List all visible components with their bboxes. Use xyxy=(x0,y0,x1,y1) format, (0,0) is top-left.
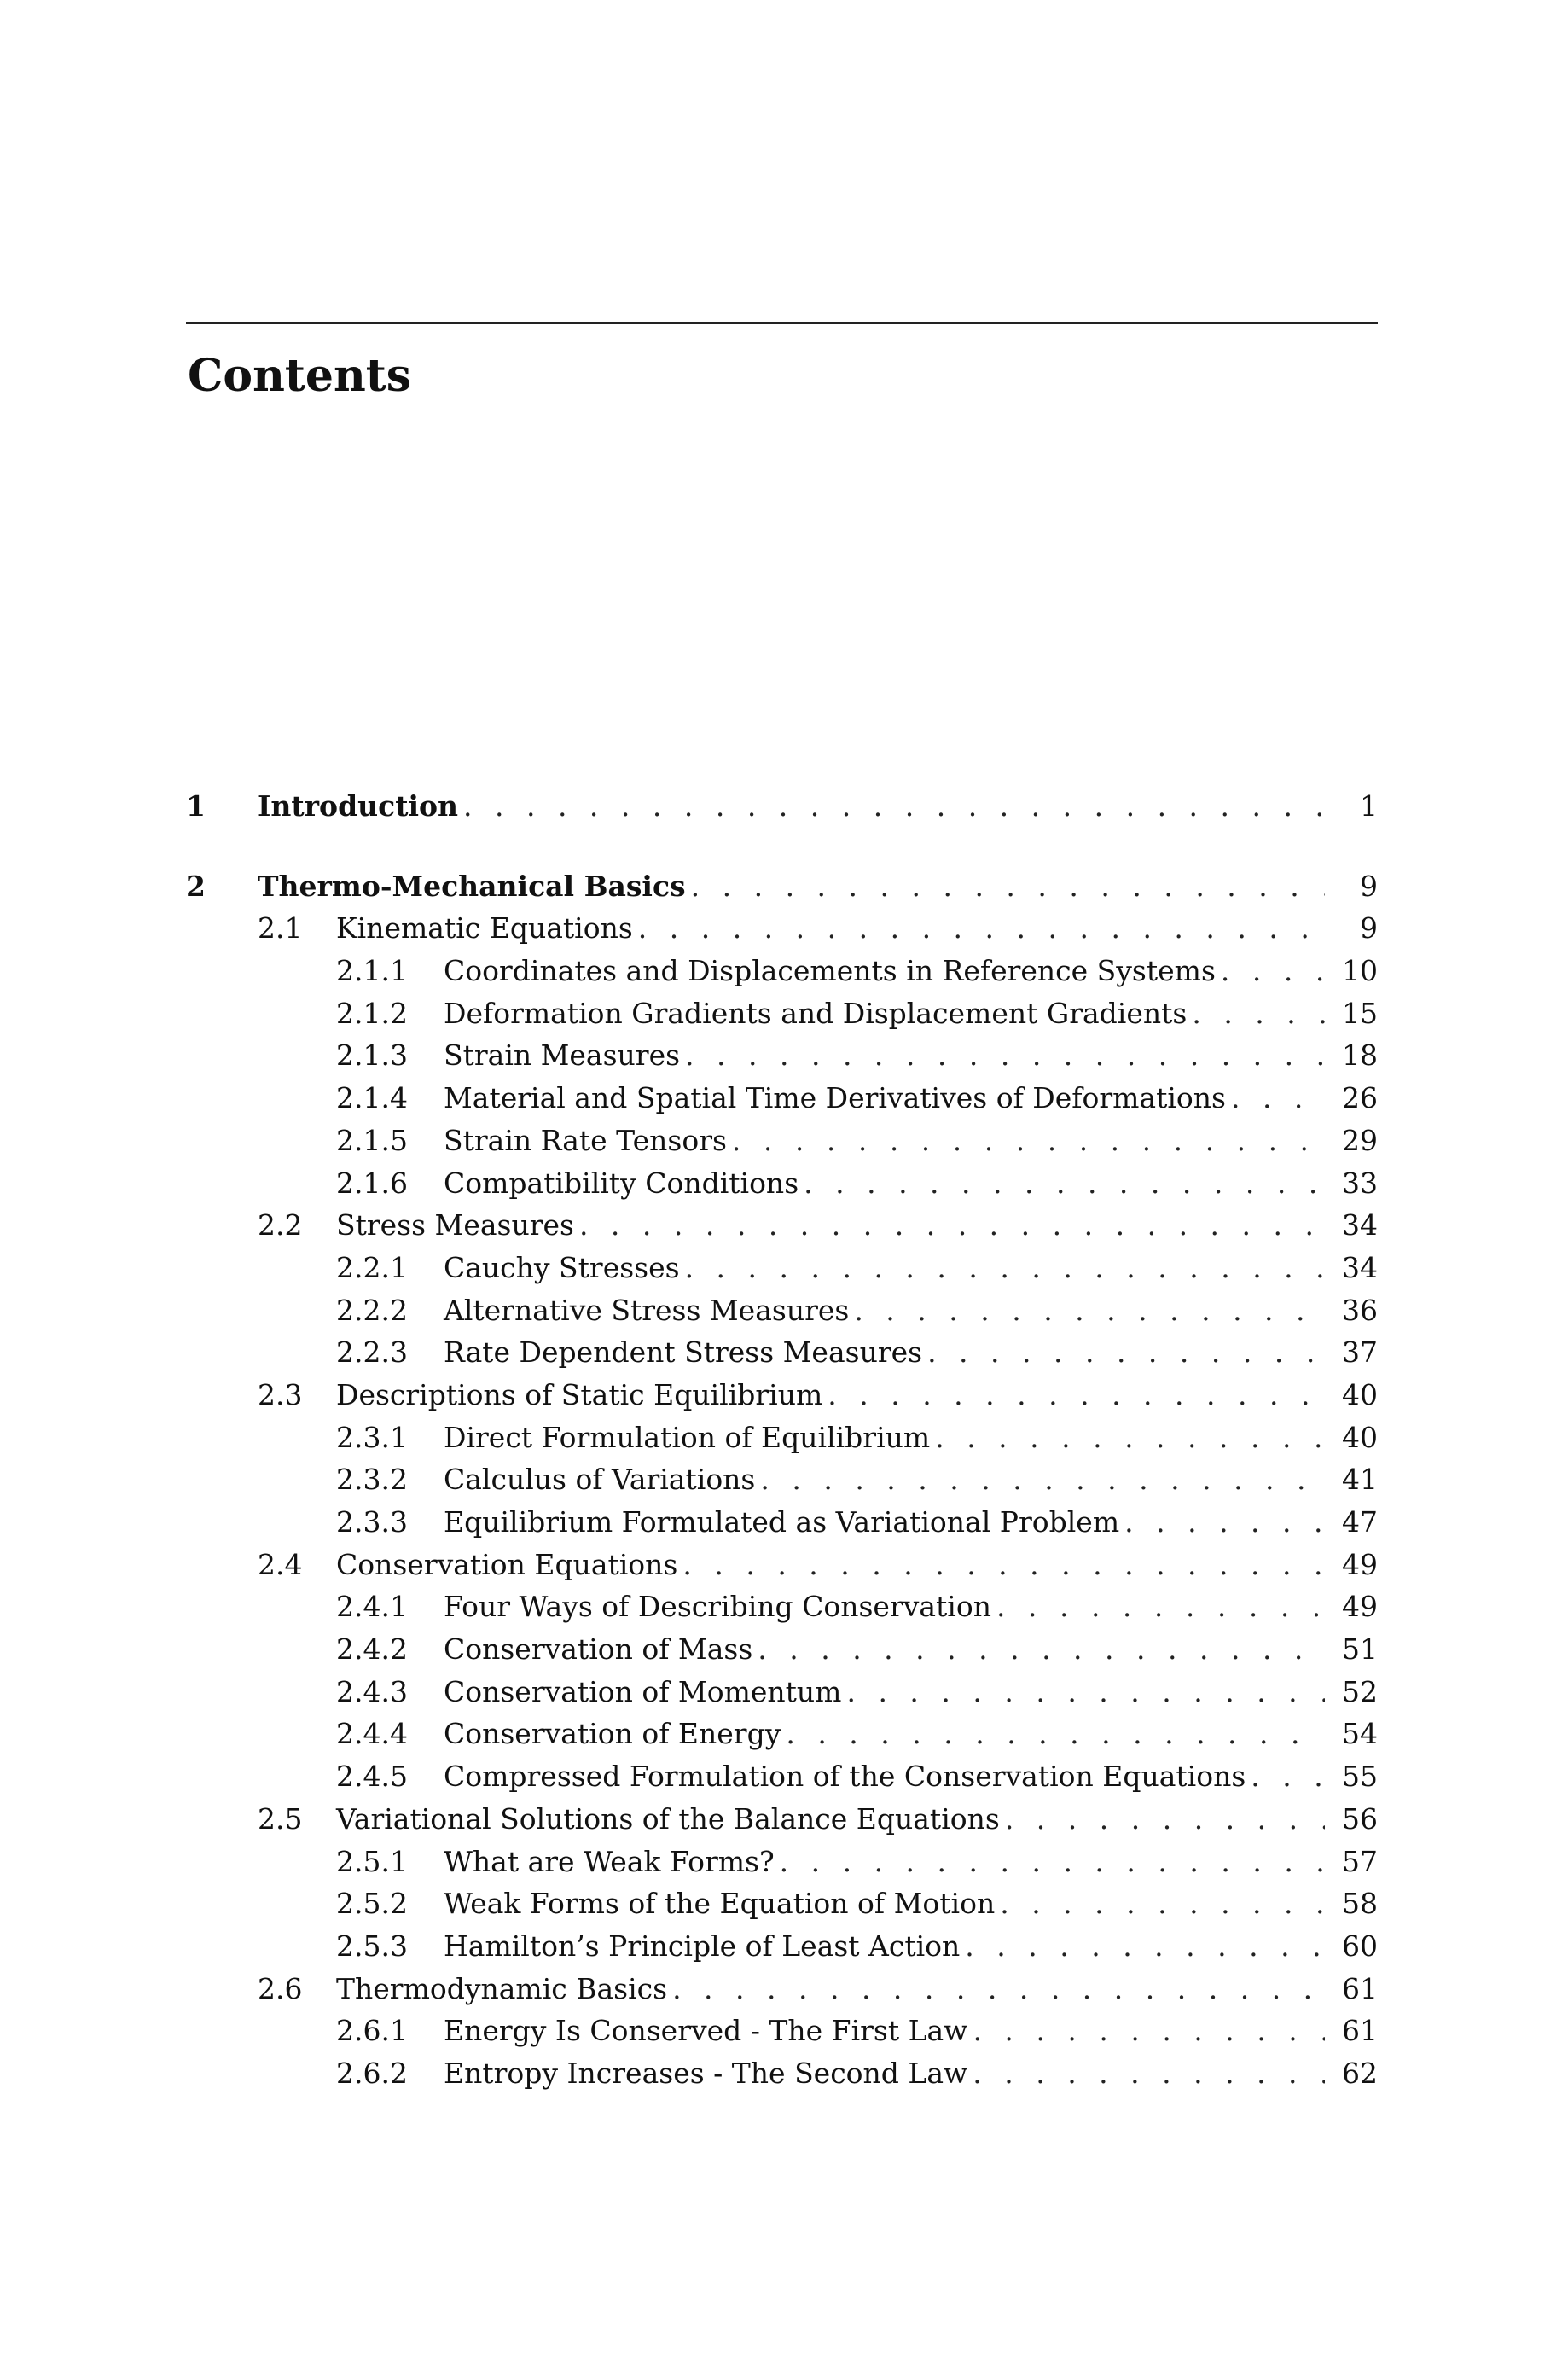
toc-entry-line xyxy=(444,1585,1378,1628)
toc-subsection-entry[interactable] xyxy=(186,1417,1378,1459)
toc-entry-title: Rate Dependent Stress Measures xyxy=(444,1331,927,1374)
toc-subsection-entry[interactable] xyxy=(186,992,1378,1035)
toc-entry-page-number: 1 xyxy=(1325,785,1378,828)
toc-entry-number: 2.4.5 xyxy=(336,1760,408,1794)
toc-entry-line xyxy=(444,1501,1378,1544)
dot-leader xyxy=(1251,1755,1325,1798)
toc-entry-page-number: 34 xyxy=(1325,1204,1378,1247)
toc-entry-title: Coordinates and Displacements in Reference Systems xyxy=(444,950,1221,992)
toc-entry-line xyxy=(336,1968,1378,2010)
toc-entry-page-number: 49 xyxy=(1325,1585,1378,1628)
table-of-contents xyxy=(186,785,1378,2095)
toc-entry-number: 2.6 xyxy=(258,1971,303,2005)
dot-leader xyxy=(973,2052,1325,2095)
toc-entry-line xyxy=(444,1671,1378,1713)
toc-entry-page-number: 49 xyxy=(1325,1544,1378,1586)
toc-entry-page-number: 34 xyxy=(1325,1247,1378,1289)
toc-subsection-entry[interactable] xyxy=(186,1034,1378,1077)
toc-subsection-entry[interactable] xyxy=(186,1501,1378,1544)
toc-subsection-entry[interactable] xyxy=(186,1289,1378,1332)
toc-entry-line xyxy=(336,1798,1378,1841)
toc-entry-number: 2.4.2 xyxy=(336,1632,408,1667)
dot-leader xyxy=(1221,950,1325,992)
toc-entry-number: 2.2.1 xyxy=(336,1250,408,1284)
toc-entry-line xyxy=(444,1331,1378,1374)
toc-chapter-entry[interactable] xyxy=(186,785,1378,828)
toc-section-entry[interactable] xyxy=(186,907,1378,950)
toc-entry-line xyxy=(444,1077,1378,1120)
page-title: Contents xyxy=(188,350,412,402)
toc-subsection-entry[interactable] xyxy=(186,1841,1378,1883)
toc-entry-line xyxy=(258,865,1378,908)
dot-leader xyxy=(780,1841,1325,1883)
toc-chapter-entry[interactable] xyxy=(186,865,1378,908)
toc-entry-title: Strain Rate Tensors xyxy=(444,1120,732,1162)
toc-entry-number: 2.2 xyxy=(258,1208,303,1242)
dot-leader xyxy=(579,1204,1325,1247)
toc-entry-page-number: 52 xyxy=(1325,1671,1378,1713)
toc-entry-title: Material and Spatial Time Derivatives of Deformations xyxy=(444,1077,1231,1120)
toc-entry-page-number: 54 xyxy=(1325,1713,1378,1755)
toc-entry-line xyxy=(444,1628,1378,1671)
dot-leader xyxy=(685,1247,1325,1289)
dot-leader xyxy=(965,1925,1325,1968)
dot-leader xyxy=(927,1331,1325,1374)
dot-leader xyxy=(1124,1501,1325,1544)
toc-entry-number: 2 xyxy=(186,869,206,903)
toc-entry-line xyxy=(444,1713,1378,1755)
toc-entry-number: 2.1.5 xyxy=(336,1123,408,1157)
toc-entry-page-number: 61 xyxy=(1325,1968,1378,2010)
toc-entry-title: Hamilton’s Principle of Least Action xyxy=(444,1925,965,1968)
dot-leader xyxy=(996,1585,1325,1628)
toc-entry-number: 2.1.1 xyxy=(336,954,408,988)
toc-section-entry[interactable] xyxy=(186,1544,1378,1586)
toc-entry-title: Thermo-Mechanical Basics xyxy=(258,865,691,908)
toc-entry-page-number: 9 xyxy=(1325,865,1378,908)
toc-entry-title: Strain Measures xyxy=(444,1034,685,1077)
toc-entry-page-number: 18 xyxy=(1325,1034,1378,1077)
toc-entry-number: 2.1.2 xyxy=(336,996,408,1030)
toc-section-entry[interactable] xyxy=(186,1798,1378,1841)
dot-leader xyxy=(846,1671,1325,1713)
toc-entry-line xyxy=(444,1034,1378,1077)
toc-entry-number: 2.3.2 xyxy=(336,1463,408,1497)
toc-section-entry[interactable] xyxy=(186,1374,1378,1417)
toc-entry-page-number: 62 xyxy=(1325,2052,1378,2095)
toc-entry-line xyxy=(336,907,1378,950)
dot-leader xyxy=(685,1034,1325,1077)
toc-entry-line xyxy=(258,785,1378,828)
toc-entry-number: 2.1.3 xyxy=(336,1039,408,1073)
toc-entry-page-number: 61 xyxy=(1325,2010,1378,2052)
toc-entry-number: 2.5.3 xyxy=(336,1929,408,1963)
toc-entry-number: 2.1 xyxy=(258,911,303,945)
toc-entry-line xyxy=(444,1162,1378,1205)
dot-leader xyxy=(786,1713,1325,1755)
toc-entry-number: 2.2.3 xyxy=(336,1335,408,1370)
toc-entry-page-number: 58 xyxy=(1325,1882,1378,1925)
toc-entry-title: Weak Forms of the Equation of Motion xyxy=(444,1882,1000,1925)
toc-entry-number: 2.6.2 xyxy=(336,2056,408,2090)
toc-entry-title: Deformation Gradients and Displacement Gradients xyxy=(444,992,1192,1035)
toc-entry-title: Compatibility Conditions xyxy=(444,1162,804,1205)
toc-entry-page-number: 41 xyxy=(1325,1458,1378,1501)
toc-entry-title: Conservation Equations xyxy=(336,1544,682,1586)
toc-entry-title: Introduction xyxy=(258,785,463,828)
toc-subsection-entry[interactable] xyxy=(186,1585,1378,1628)
toc-entry-title: Stress Measures xyxy=(336,1204,579,1247)
toc-subsection-entry[interactable] xyxy=(186,1628,1378,1671)
toc-subsection-entry[interactable] xyxy=(186,1077,1378,1120)
toc-entry-title: Kinematic Equations xyxy=(336,907,638,950)
toc-entry-title: Direct Formulation of Equilibrium xyxy=(444,1417,935,1459)
dot-leader xyxy=(732,1120,1325,1162)
dot-leader xyxy=(828,1374,1325,1417)
dot-leader xyxy=(1192,992,1325,1035)
toc-entry-line xyxy=(444,1841,1378,1883)
toc-entry-page-number: 55 xyxy=(1325,1755,1378,1798)
toc-subsection-entry[interactable] xyxy=(186,1247,1378,1289)
toc-subsection-entry[interactable] xyxy=(186,2010,1378,2052)
toc-entry-line xyxy=(444,1289,1378,1332)
dot-leader xyxy=(854,1289,1325,1332)
toc-entry-title: Descriptions of Static Equilibrium xyxy=(336,1374,828,1417)
dot-leader xyxy=(672,1968,1325,2010)
toc-section-entry[interactable] xyxy=(186,1204,1378,1247)
toc-entry-number: 2.4.4 xyxy=(336,1717,408,1751)
toc-entry-number: 2.4.1 xyxy=(336,1590,408,1624)
toc-entry-number: 2.3.1 xyxy=(336,1420,408,1454)
toc-entry-title: Compressed Formulation of the Conservation Equations xyxy=(444,1755,1251,1798)
header-rule xyxy=(186,322,1378,324)
toc-subsection-entry[interactable] xyxy=(186,1331,1378,1374)
toc-entry-line xyxy=(444,992,1378,1035)
toc-entry-title: Calculus of Variations xyxy=(444,1458,760,1501)
toc-entry-line xyxy=(444,1925,1378,1968)
toc-entry-line xyxy=(336,1204,1378,1247)
toc-entry-line xyxy=(444,1458,1378,1501)
toc-entry-line xyxy=(444,2052,1378,2095)
toc-subsection-entry[interactable] xyxy=(186,950,1378,992)
toc-entry-number: 2.5 xyxy=(258,1801,303,1836)
toc-entry-number: 2.2.2 xyxy=(336,1293,408,1327)
toc-subsection-entry[interactable] xyxy=(186,1755,1378,1798)
toc-entry-title: Conservation of Momentum xyxy=(444,1671,846,1713)
toc-entry-title: Conservation of Energy xyxy=(444,1713,786,1755)
dot-leader xyxy=(804,1162,1325,1205)
toc-entry-page-number: 37 xyxy=(1325,1331,1378,1374)
toc-subsection-entry[interactable] xyxy=(186,1882,1378,1925)
toc-subsection-entry[interactable] xyxy=(186,1458,1378,1501)
toc-subsection-entry[interactable] xyxy=(186,1925,1378,1968)
dot-leader xyxy=(682,1544,1325,1586)
toc-entry-line xyxy=(444,1247,1378,1289)
toc-entry-number: 2.5.1 xyxy=(336,1844,408,1878)
toc-entry-line xyxy=(336,1374,1378,1417)
toc-entry-number: 2.1.6 xyxy=(336,1166,408,1200)
dot-leader xyxy=(1005,1798,1325,1841)
toc-entry-title: Four Ways of Describing Conservation xyxy=(444,1585,996,1628)
dot-leader xyxy=(758,1628,1325,1671)
toc-entry-page-number: 56 xyxy=(1325,1798,1378,1841)
toc-entry-title: Energy Is Conserved - The First Law xyxy=(444,2010,973,2052)
toc-entry-line xyxy=(444,1882,1378,1925)
toc-entry-page-number: 60 xyxy=(1325,1925,1378,1968)
toc-entry-page-number: 15 xyxy=(1325,992,1378,1035)
toc-entry-page-number: 47 xyxy=(1325,1501,1378,1544)
toc-entry-title: Conservation of Mass xyxy=(444,1628,758,1671)
toc-entry-number: 2.4 xyxy=(258,1547,303,1581)
dot-leader xyxy=(935,1417,1325,1459)
dot-leader xyxy=(1000,1882,1325,1925)
toc-entry-line xyxy=(444,2010,1378,2052)
toc-entry-title: Equilibrium Formulated as Variational Problem xyxy=(444,1501,1124,1544)
toc-entry-page-number: 9 xyxy=(1325,907,1378,950)
toc-entry-page-number: 40 xyxy=(1325,1374,1378,1417)
toc-entry-page-number: 36 xyxy=(1325,1289,1378,1332)
toc-subsection-entry[interactable] xyxy=(186,1162,1378,1205)
toc-entry-title: What are Weak Forms? xyxy=(444,1841,780,1883)
dot-leader xyxy=(691,865,1325,908)
toc-entry-title: Cauchy Stresses xyxy=(444,1247,685,1289)
toc-entry-title: Variational Solutions of the Balance Equations xyxy=(336,1798,1005,1841)
dot-leader xyxy=(973,2010,1325,2052)
toc-entry-page-number: 29 xyxy=(1325,1120,1378,1162)
toc-entry-title: Entropy Increases - The Second Law xyxy=(444,2052,973,2095)
dot-leader xyxy=(760,1458,1325,1501)
toc-entry-line xyxy=(444,950,1378,992)
toc-entry-line xyxy=(444,1120,1378,1162)
toc-entry-page-number: 40 xyxy=(1325,1417,1378,1459)
toc-entry-page-number: 26 xyxy=(1325,1077,1378,1120)
toc-entry-title: Alternative Stress Measures xyxy=(444,1289,854,1332)
toc-entry-number: 2.1.4 xyxy=(336,1081,408,1115)
toc-entry-page-number: 33 xyxy=(1325,1162,1378,1205)
toc-entry-number: 2.5.2 xyxy=(336,1887,408,1921)
toc-entry-number: 2.4.3 xyxy=(336,1674,408,1708)
toc-entry-number: 1 xyxy=(186,789,206,823)
toc-entry-title: Thermodynamic Basics xyxy=(336,1968,672,2010)
dot-leader xyxy=(463,785,1325,828)
dot-leader xyxy=(1231,1077,1325,1120)
toc-entry-number: 2.6.1 xyxy=(336,2014,408,2048)
toc-entry-line xyxy=(444,1755,1378,1798)
toc-subsection-entry[interactable] xyxy=(186,1713,1378,1755)
toc-entry-line xyxy=(444,1417,1378,1459)
toc-subsection-entry[interactable] xyxy=(186,2052,1378,2095)
toc-entry-page-number: 10 xyxy=(1325,950,1378,992)
toc-subsection-entry[interactable] xyxy=(186,1120,1378,1162)
toc-section-entry[interactable] xyxy=(186,1968,1378,2010)
toc-entry-page-number: 57 xyxy=(1325,1841,1378,1883)
toc-subsection-entry[interactable] xyxy=(186,1671,1378,1713)
toc-entry-page-number: 51 xyxy=(1325,1628,1378,1671)
toc-entry-number: 2.3 xyxy=(258,1377,303,1411)
dot-leader xyxy=(638,907,1325,950)
toc-entry-number: 2.3.3 xyxy=(336,1505,408,1539)
toc-entry-line xyxy=(336,1544,1378,1586)
